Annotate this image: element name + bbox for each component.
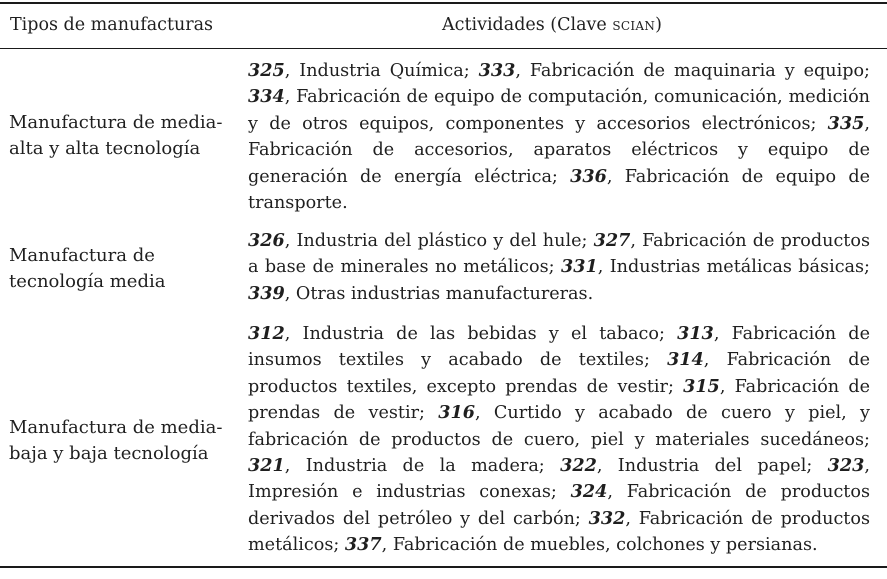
- category-high-tech: Manufactura de media-alta y alta tecnología: [9, 112, 223, 160]
- activity-text: , Otras industrias manufactureras.: [284, 283, 594, 304]
- scian-code: 321: [248, 455, 285, 477]
- table-bottom-rule: [0, 566, 887, 568]
- scian-code: 331: [560, 256, 598, 278]
- activity-text: , Fabricación de equipo de transporte.: [248, 166, 870, 214]
- scian-code: 323: [827, 455, 865, 477]
- header-rule: [0, 48, 887, 49]
- activity-text: , Fabricación de accesorios, aparatos eléctricos y equipo de generación de energía eléctrica;: [248, 113, 870, 187]
- scian-code: 312: [248, 323, 285, 344]
- column-header-types: Tipos de manufacturas: [10, 15, 214, 35]
- activity-text: , Industria Química;: [284, 61, 479, 81]
- activity-text: , Fabricación de muebles, colchones y persianas.: [381, 535, 818, 556]
- activity-text: , Fabricación de productos textiles, excepto prendas de vestir;: [248, 350, 870, 397]
- activity-text: , Impresión e industrias conexas;: [248, 456, 870, 503]
- activity-text: , Fabricación de productos metálicos;: [248, 508, 871, 556]
- scian-code: 324: [570, 481, 608, 503]
- scian-code: 325: [248, 60, 285, 81]
- activity-text: , Fabricación de productos a base de minerales no metálicos;: [248, 231, 870, 278]
- activity-text: , Fabricación de productos derivados del petróleo y del carbón;: [248, 482, 870, 529]
- activities-high-tech: [248, 58, 870, 216]
- activity-text: , Fabricación de insumos textiles y acabado de textiles;: [248, 324, 870, 371]
- category-medium-tech: Manufactura de tecnología media: [9, 245, 166, 293]
- scian-code: 313: [677, 323, 714, 344]
- scian-code: 314: [667, 349, 704, 371]
- activity-text: , Industria de la madera;: [284, 456, 561, 477]
- scian-code: 339: [248, 282, 285, 304]
- scian-code: 332: [588, 507, 626, 529]
- scian-code: 315: [683, 375, 720, 397]
- activity-text: , Fabricación de prendas de vestir;: [248, 376, 870, 424]
- scian-code: 337: [344, 534, 382, 556]
- activity-text: , Curtido y acabado de cuero y piel, y fabricación de productos de cuero, piel y materiales sucedáneos;: [248, 403, 870, 450]
- scian-code: 316: [438, 402, 475, 424]
- scian-code: 327: [593, 230, 631, 251]
- table-top-rule: [0, 2, 887, 4]
- scian-code: 333: [478, 60, 516, 81]
- scian-code: 335: [827, 112, 865, 134]
- activities-low-tech: [248, 321, 870, 559]
- activity-text: , Fabricación de maquinaria y equipo;: [515, 61, 870, 81]
- activity-text: , Industria de las bebidas y el tabaco;: [284, 324, 678, 344]
- scian-code: 326: [248, 230, 285, 251]
- column-header-activities: [442, 14, 662, 36]
- scian-code: 334: [248, 86, 285, 108]
- column-header-activities-prefix: Actividades (Clave: [442, 15, 613, 35]
- activity-text: , Industrias metálicas básicas;: [597, 257, 870, 278]
- category-low-tech: Manufactura de media-baja y baja tecnología: [9, 417, 223, 465]
- activities-medium-tech: [248, 228, 870, 307]
- scian-code: 336: [570, 165, 607, 187]
- scian-code: 322: [560, 455, 597, 477]
- activity-text: , Industria del plástico y del hule;: [284, 231, 594, 251]
- activity-text: , Industria del papel;: [596, 456, 828, 477]
- activity-text: , Fabricación de equipo de computación, comunicación, medición y de otros equipos, componentes y accesorios electrónicos;: [248, 87, 870, 134]
- column-header-activities-suffix: ): [655, 15, 662, 35]
- scian-abbreviation: scian: [612, 15, 656, 35]
